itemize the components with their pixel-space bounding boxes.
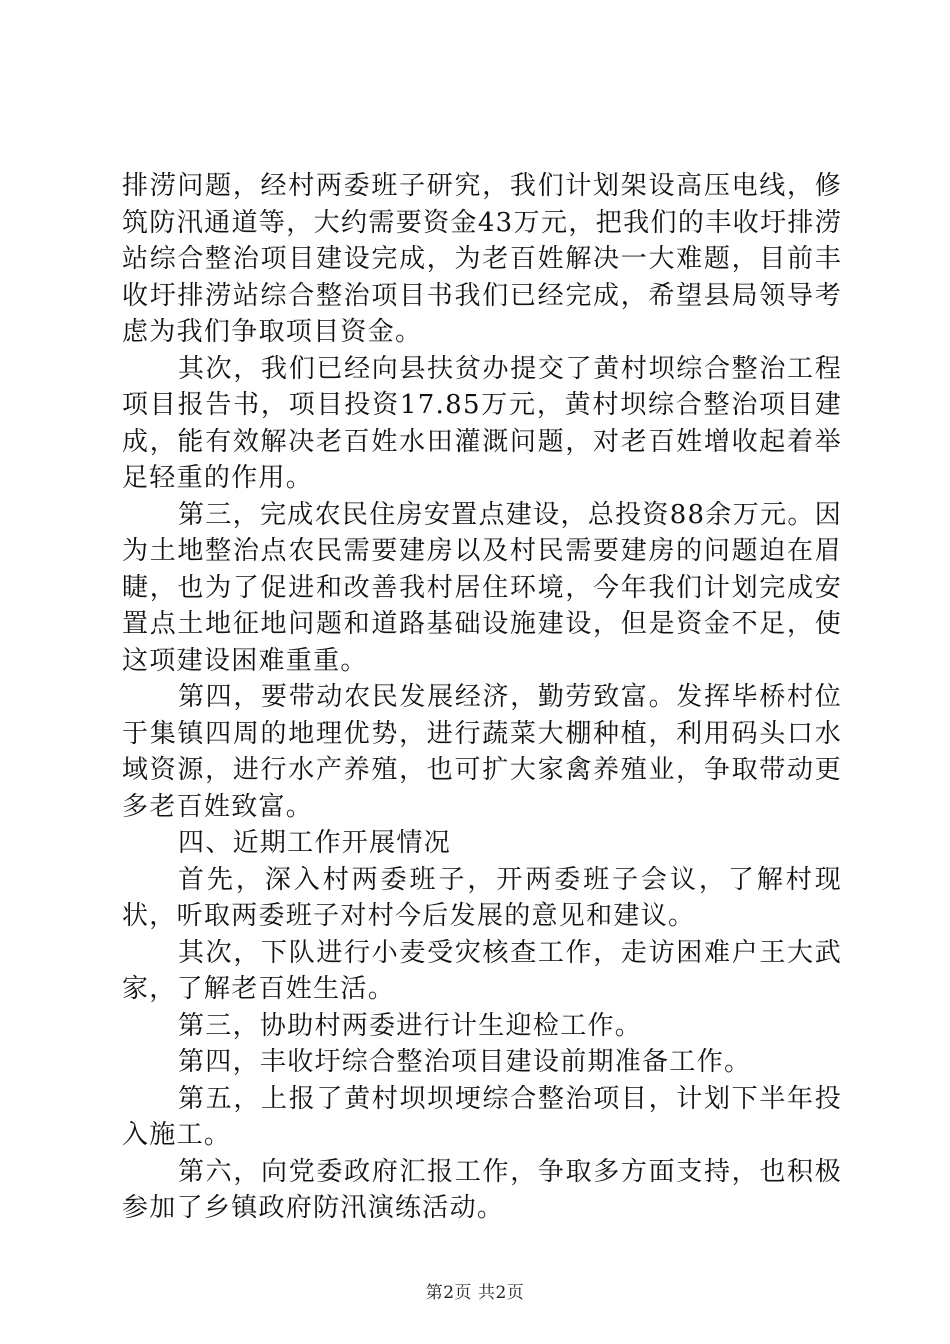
paragraph-recent-work-5: 第五，上报了黄村坝坝埂综合整治项目，计划下半年投入施工。 <box>122 1083 842 1150</box>
section-heading-recent-work: 四、近期工作开展情况 <box>178 828 452 858</box>
paragraph-recent-work-3: 第三，协助村两委进行计生迎检工作。 <box>178 1010 643 1041</box>
paragraph-recent-work-6: 第六，向党委政府汇报工作，争取多方面支持，也积极参加了乡镇政府防汛演练活动。 <box>122 1156 842 1223</box>
paragraph-recent-work-1: 首先，深入村两委班子，开两委班子会议，了解村现状，听取两委班子对村今后发展的意见和建议。 <box>122 864 842 931</box>
paragraph-economic-development: 第四，要带动农民发展经济，勤劳致富。发挥毕桥村位于集镇四周的地理优势，进行蔬菜大棚种植，利用码头口水域资源，进行水产养殖，也可扩大家禽养殖业，争取带动更多老百姓致富。 <box>122 682 842 822</box>
paragraph-drainage-issue: 排涝问题，经村两委班子研究，我们计划架设高压电线，修筑防汛通道等，大约需要资金43万元，把我们的丰收圩排涝站综合整治项目建设完成，为老百姓解决一大难题，目前丰收圩排涝站综合整治项目书我们已经完成，希望县局领导考虑为我们争取项目资金。 <box>122 171 842 347</box>
paragraph-recent-work-4: 第四，丰收圩综合整治项目建设前期准备工作。 <box>178 1047 752 1077</box>
paragraph-resettlement-housing: 第三，完成农民住房安置点建设，总投资88余万元。因为土地整治点农民需要建房以及村民需要建房的问题迫在眉睫，也为了促进和改善我村居住环境，今年我们计划完成安置点土地征地问题和道路基础设施建设，但是资金不足，使这项建设困难重重。 <box>122 499 842 676</box>
paragraph-huangcunba-report: 其次，我们已经向县扶贫办提交了黄村坝综合整治工程项目报告书，项目投资17.85万元，黄村坝综合整治项目建成，能有效解决老百姓水田灌溉问题，对老百姓增收起着举足轻重的作用。 <box>122 353 842 493</box>
paragraph-recent-work-2: 其次，下队进行小麦受灾核查工作，走访困难户王大武家，了解老百姓生活。 <box>122 937 842 1004</box>
document-body <box>122 168 842 1227</box>
page-number-footer: 第2页 共2页 <box>425 1283 525 1303</box>
